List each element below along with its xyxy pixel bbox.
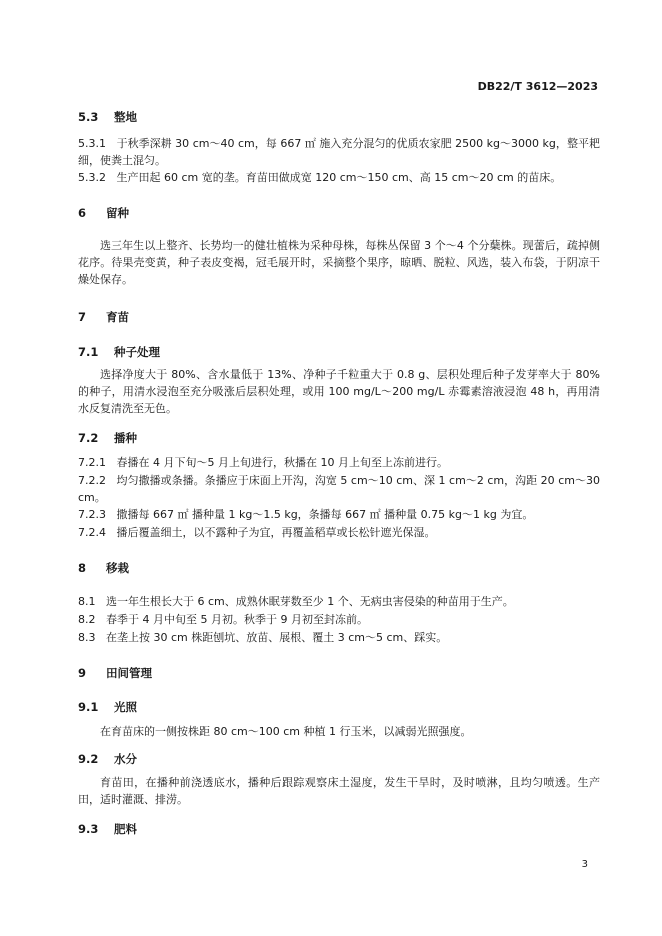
section-title: 水分 (114, 752, 138, 766)
clause-5-3-1 (78, 135, 600, 169)
section-heading-9-3 (78, 821, 600, 837)
clause-text: 均匀撒播或条播。条播应于床面上开沟，沟宽 5 cm～10 cm、深 1 cm～2 cm，沟距 20 cm～30 cm。 (78, 474, 600, 504)
chapter-title: 移栽 (106, 561, 130, 575)
page-number: 3 (581, 859, 588, 870)
clause-text: 选一年生根长大于 6 cm、成熟休眠芽数至少 1 个、无病虫害侵染的种苗用于生产。 (106, 595, 514, 608)
clause-7-2-1 (78, 454, 600, 471)
section-heading-5-3 (78, 109, 600, 125)
clause-7-2-2 (78, 472, 600, 506)
section-title: 整地 (114, 110, 138, 124)
clause-number: 8.3 (78, 631, 96, 644)
section-title: 播种 (114, 431, 138, 445)
clause-number: 7.2.4 (78, 526, 106, 539)
section-title: 肥料 (114, 822, 138, 836)
document-code: DB22/T 3612—2023 (477, 80, 598, 93)
paragraph-lighting: 在育苗床的一侧按株距 80 cm～100 cm 种植 1 行玉米，以减弱光照强度。 (100, 725, 472, 738)
clause-5-3-2 (78, 169, 600, 186)
section-heading-7-1 (78, 344, 600, 360)
chapter-heading-9 (78, 665, 600, 681)
section-heading-9-2 (78, 751, 600, 767)
paragraph-water: 育苗田，在播种前浇透底水，播种后跟踪观察床土湿度，发生干旱时，及时喷淋，且均匀喷透。生产田，适时灌溉、排涝。 (78, 776, 600, 806)
section-heading-9-1 (78, 699, 600, 715)
chapter-number: 6 (78, 206, 87, 220)
paragraph-seed-retention: 选三年生以上整齐、长势均一的健壮植株为采种母株，每株丛保留 3 个～4 个分蘖株。现蕾后，疏掉侧花序。待果壳变黄，种子表皮变褐，冠毛展开时，采摘整个果序，晾晒、脱粒、风选，装入布袋，于阴凉干燥处保存。 (78, 239, 600, 286)
chapter-title: 育苗 (106, 310, 130, 324)
clause-8-1 (78, 593, 600, 610)
chapter-title: 留种 (106, 206, 130, 220)
clause-text: 春季于 4 月中旬至 5 月初。秋季于 9 月初至封冻前。 (106, 613, 368, 626)
section-number: 7.2 (78, 431, 99, 445)
clause-8-3 (78, 629, 600, 646)
section-number: 9.2 (78, 752, 99, 766)
clause-text: 撒播每 667 ㎡ 播种量 1 kg～1.5 kg，条播每 667 ㎡ 播种量 0.75 kg～1 kg 为宜。 (116, 508, 534, 521)
clause-7-2-4 (78, 524, 600, 541)
chapter-number: 9 (78, 666, 87, 680)
clause-number: 5.3.2 (78, 171, 106, 184)
clause-text: 播后覆盖细土，以不露种子为宜，再覆盖稻草或长松针遮光保湿。 (116, 526, 436, 539)
section-heading-7-2 (78, 430, 600, 446)
clause-7-2-3 (78, 506, 600, 523)
section-number: 7.1 (78, 345, 99, 359)
chapter-heading-8 (78, 560, 600, 576)
section-number: 5.3 (78, 110, 99, 124)
section-title: 光照 (114, 700, 138, 714)
clause-number: 7.2.3 (78, 508, 106, 521)
clause-8-2 (78, 611, 600, 628)
paragraph-seed-treatment: 选择净度大于 80%、含水量低于 13%、净种子千粒重大于 0.8 g、层积处理后种子发芽率大于 80% 的种子，用清水浸泡至充分吸涨后层积处理，或用 100 mg/L～200 mg/L 赤霉素溶液浸泡 48 h，再用清水反复清洗至无色。 (78, 368, 600, 415)
chapter-heading-7 (78, 309, 600, 325)
clause-number: 8.1 (78, 595, 96, 608)
clause-number: 7.2.2 (78, 474, 106, 487)
section-number: 9.3 (78, 822, 99, 836)
section-title: 种子处理 (114, 345, 161, 359)
chapter-title: 田间管理 (106, 666, 153, 680)
clause-text: 于秋季深耕 30 cm～40 cm，每 667 ㎡ 施入充分混匀的优质农家肥 2500 kg～3000 kg，整平耙细，使粪土混匀。 (78, 137, 600, 167)
clause-text: 在垄上按 30 cm 株距刨坑、放苗、展根、覆土 3 cm～5 cm、踩实。 (106, 631, 448, 644)
clause-number: 8.2 (78, 613, 96, 626)
chapter-heading-6 (78, 205, 600, 221)
clause-number: 5.3.1 (78, 137, 106, 150)
chapter-number: 7 (78, 310, 87, 324)
section-number: 9.1 (78, 700, 99, 714)
clause-number: 7.2.1 (78, 456, 106, 469)
clause-text: 春播在 4 月下旬～5 月上旬进行，秋播在 10 月上旬至上冻前进行。 (116, 456, 448, 469)
clause-text: 生产田起 60 cm 宽的垄。育苗田做成宽 120 cm～150 cm、高 15 cm～20 cm 的苗床。 (116, 171, 562, 184)
chapter-number: 8 (78, 561, 87, 575)
